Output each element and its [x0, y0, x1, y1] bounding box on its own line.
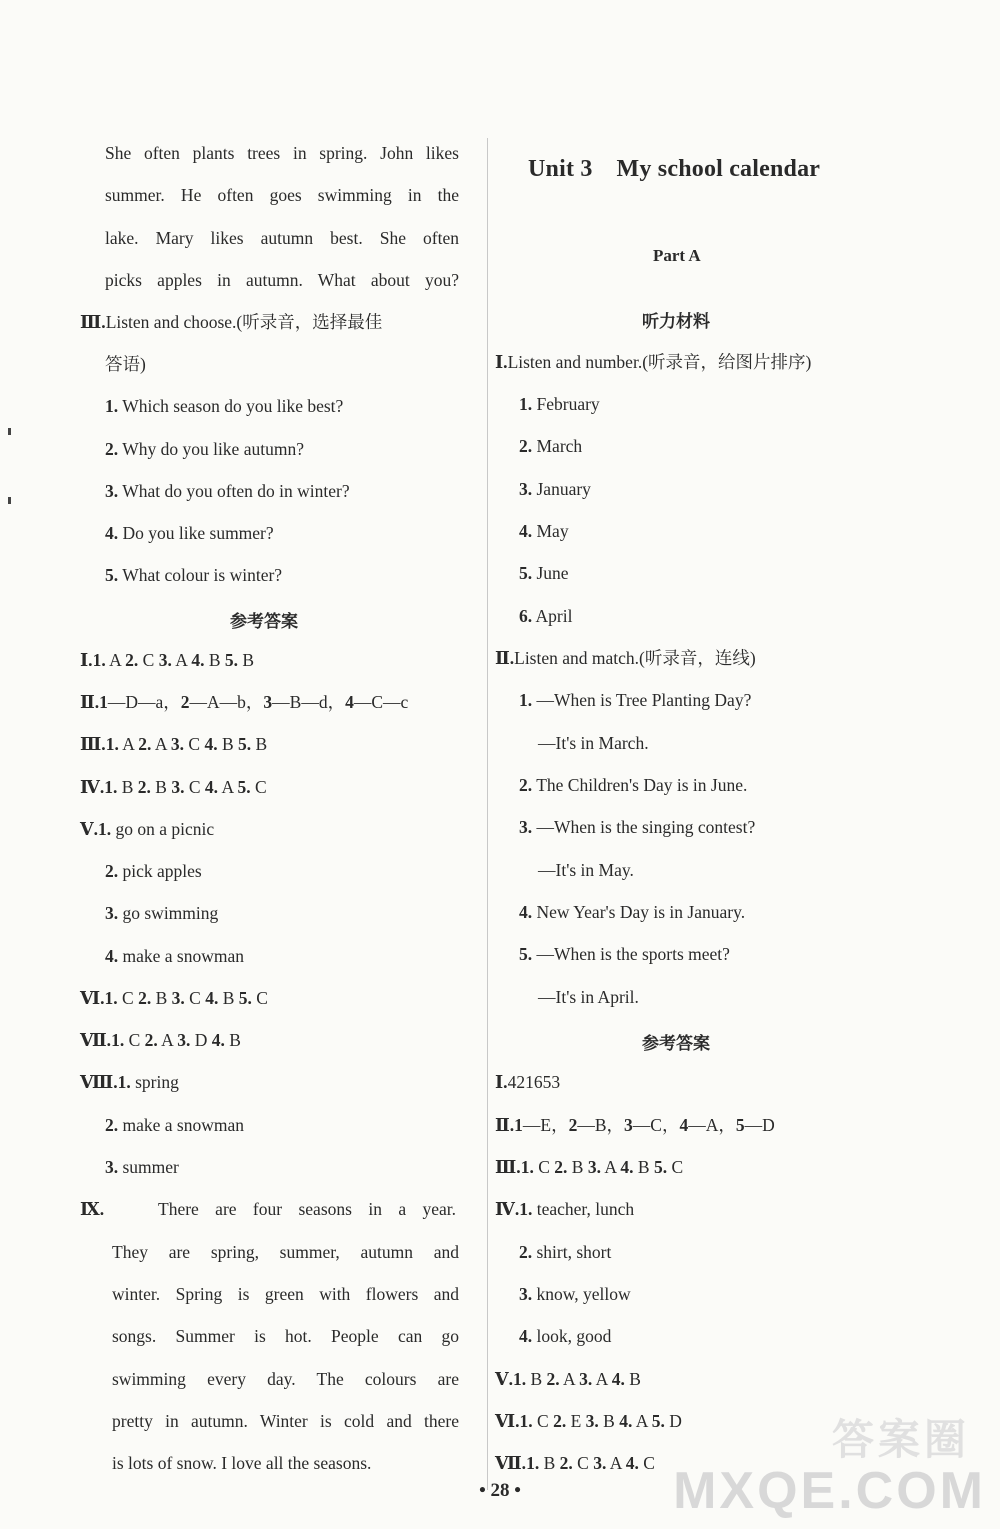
- question-item: 1. Which season do you like best?: [105, 396, 344, 416]
- answer-row: Ⅲ.1. A 2. A 3. C 4. B 5. B: [80, 734, 268, 754]
- answer-row: Ⅴ.1. B 2. A 3. A 4. B: [495, 1369, 641, 1389]
- list-item: 2. March: [519, 436, 583, 456]
- dialogue-line: 5. —When is the sports meet?: [519, 944, 730, 964]
- listening-heading: 听力材料: [642, 312, 710, 331]
- watermark-logo: 答案圈: [831, 1415, 970, 1464]
- answer-item: 3. summer: [105, 1157, 179, 1177]
- list-item: 4. May: [519, 521, 569, 541]
- answer-row: Ⅵ.1. C 2. E 3. B 4. A 5. D: [495, 1411, 682, 1431]
- answer-item: 2. pick apples: [105, 861, 202, 881]
- answer-row: Ⅶ.1. C 2. A 3. D 4. B: [80, 1030, 241, 1050]
- section-text: Listen and choose.(听录音，选择最佳: [105, 312, 383, 332]
- question-item: 4. Do you like summer?: [105, 523, 274, 543]
- answer-row: Ⅰ.1. A 2. C 3. A 4. B 5. B: [80, 650, 255, 670]
- list-item: 6. April: [519, 606, 573, 626]
- unit-title: [528, 156, 820, 183]
- text-line: winter. Spring is green with flowers and: [112, 1284, 459, 1304]
- answer-item: 3. go swimming: [105, 903, 219, 923]
- margin-mark: [8, 497, 11, 504]
- section-3-heading: [80, 310, 382, 334]
- answer-row: Ⅶ.1. B 2. C 3. A 4. C: [495, 1453, 655, 1473]
- answer-row: Ⅵ.1. C 2. B 3. C 4. B 5. C: [80, 988, 268, 1008]
- answer-row: Ⅳ.1. teacher, lunch: [495, 1199, 635, 1219]
- dialogue-line: —It's in March.: [538, 733, 649, 753]
- answer-item: 4. make a snowman: [105, 946, 244, 966]
- text-line: They are spring, summer, autumn and: [112, 1242, 459, 1262]
- dialogue-line: —It's in April.: [538, 987, 639, 1007]
- dialogue-line: 4. New Year's Day is in January.: [519, 902, 746, 922]
- text-line: There are four seasons in a year.: [158, 1199, 456, 1219]
- section-label: Ⅲ.: [80, 312, 106, 332]
- section-1-heading: Ⅰ.Listen and number.(听录音，给图片排序): [495, 352, 812, 372]
- question-item: 3. What do you often do in winter?: [105, 481, 350, 501]
- answers-heading: 参考答案: [230, 612, 298, 631]
- list-item: 3. January: [519, 479, 591, 499]
- answer-row: Ⅰ.421653: [495, 1072, 561, 1092]
- answer-label: Ⅸ.: [80, 1199, 105, 1219]
- answer-row: Ⅲ.1. C 2. B 3. A 4. B 5. C: [495, 1157, 684, 1177]
- answer-item: 3. know, yellow: [519, 1284, 631, 1304]
- answer-row: Ⅱ.1—D—a，2—A—b，3—B—d，4—C—c: [80, 692, 409, 712]
- dialogue-line: —It's in May.: [538, 860, 634, 880]
- answer-item: 4. look, good: [519, 1326, 612, 1346]
- list-item: 5. June: [519, 563, 569, 583]
- text-line: She often plants trees in spring. John likes: [105, 143, 459, 163]
- section-2-heading: Ⅱ.Listen and match.(听录音，连线): [495, 648, 756, 668]
- text-line: 答语): [105, 354, 146, 374]
- text-line: picks apples in autumn. What about you?: [105, 270, 459, 290]
- answer-row: Ⅷ.1. spring: [80, 1072, 179, 1092]
- list-item: 1. February: [519, 394, 600, 414]
- dialogue-line: 3. —When is the singing contest?: [519, 817, 756, 837]
- page-number: • 28 •: [479, 1480, 521, 1501]
- part-heading: Part A: [653, 246, 701, 265]
- question-item: 2. Why do you like autumn?: [105, 439, 304, 459]
- answer-row: Ⅱ.1—E，2—B，3—C，4—A，5—D: [495, 1115, 775, 1135]
- answers-heading: 参考答案: [642, 1034, 710, 1053]
- margin-mark: [8, 428, 11, 435]
- unit-name: My school calendar: [616, 156, 821, 182]
- answer-item: 2. make a snowman: [105, 1115, 244, 1135]
- text-line: summer. He often goes swimming in the: [105, 185, 459, 205]
- text-line: is lots of snow. I love all the seasons.: [112, 1453, 372, 1473]
- column-divider: [487, 138, 488, 1490]
- unit-label: Unit 3: [528, 156, 593, 182]
- question-item: 5. What colour is winter?: [105, 565, 283, 585]
- dialogue-line: 2. The Children's Day is in June.: [519, 775, 748, 795]
- answer-row: Ⅴ.1. go on a picnic: [80, 819, 215, 839]
- answer-row: Ⅳ.1. B 2. B 3. C 4. A 5. C: [80, 777, 267, 797]
- text-line: swimming every day. The colours are: [112, 1369, 459, 1389]
- watermark-url: MXQE.COM: [673, 1462, 986, 1520]
- text-line: songs. Summer is hot. People can go: [112, 1326, 459, 1346]
- answer-item: 2. shirt, short: [519, 1242, 612, 1262]
- text-line: lake. Mary likes autumn best. She often: [105, 228, 459, 248]
- text-line: pretty in autumn. Winter is cold and there: [112, 1411, 459, 1431]
- dialogue-line: 1. —When is Tree Planting Day?: [519, 690, 752, 710]
